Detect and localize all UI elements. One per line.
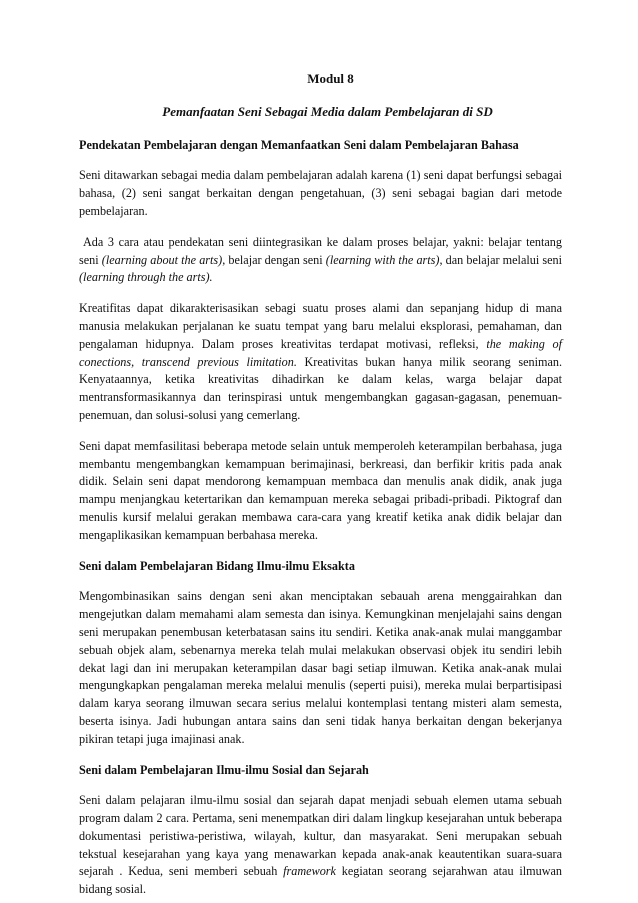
text-run: kegiatan seorang sejarahwan atau ilmuwan bidang sosial. [79, 864, 563, 897]
text-run: Seni dalam pelajaran ilmu-ilmu sosial dan sejarah dapat menjadi sebuah elemen utama sebuah program dalam 2 cara. Pertama, seni menempatkan diri dalam lingkup kesejarahan untuk beberapa dokumentasi peristiwa-peristiwa, wilayah, kultur, dan masyarakat. Seni merupakan sebuah tekstual kesejarahan yang kaya yang menawarkan kepada anak-anak keautentikan suara-suara sejarah . Kedua, seni memberi sebuah [79, 793, 562, 879]
paragraph [79, 234, 562, 287]
paragraph [79, 792, 562, 899]
paragraph [79, 300, 562, 425]
paragraph: Mengombinasikan sains dengan seni akan menciptakan sebauah arena menggairahkan dan mengejutkan dalam memahami alam semesta dan isinya. Kemungkinan menjelajahi sains dengan seni merupakan penembusan keterbatasan sains itu sendiri. Ketika anak-anak mulai manggambar sebuah objek alam, sebenarnya mereka telah mulai melakukan observasi objek itu sendiri lebih dekat lagi dan ini merupakan keterampilan dasar bagi setiap ilmuwan. Ketika anak-anak mulai mengungkapkan pengalaman mereka melalui menulis (seperti puisi), mereka mulai berpartisipasi dalam karya seorang ilmuwan secara serius melalui kontemplasi tentang misteri alam semesta, beserta isinya. Jadi hubungan antara sains dan seni tidak hanya berkaitan dengan bekerjanya pikiran tetapi juga imajinasi anak. [79, 589, 562, 746]
section-heading-bahasa: Pendekatan Pembelajaran dengan Memanfaatkan Seni dalam Pembelajaran Bahasa [79, 137, 519, 152]
text-run: Kreativitas bukan hanya milik seorang seniman. Kenyataannya, ketika kreativitas dihadirkan ke dalam kelas, warga belajar dapat mentransformasikannya dan terinspirasi untuk mengembangkan gagasan-gagasan, penemuan-penemuan, dan solusi-solusi yang cemerlang. [79, 354, 562, 422]
section-heading-eksakta: Seni dalam Pembelajaran Bidang Ilmu-ilmu Eksakta [79, 558, 355, 573]
document-subtitle: Pemanfaatan Seni Sebagai Media dalam Pembelajaran di SD [162, 103, 493, 119]
paragraph: Seni ditawarkan sebagai media dalam pembelajaran adalah karena (1) seni dapat berfungsi sebagai bahasa, (2) seni sangat berkaitan dengan pengetahuan, (3) seni sebagai bagian dari metode pembelajaran. [79, 168, 562, 218]
italic-text-run: (learning about the arts) [101, 252, 223, 267]
italic-text-run: framework [283, 864, 336, 879]
italic-text-run: the making of conections, transcend previous limitation. [79, 336, 563, 369]
italic-text-run: (learning through the arts). [79, 270, 213, 285]
text-run: , belajar dengan seni [222, 252, 326, 267]
italic-text-run: (learning with the arts) [325, 252, 440, 267]
text-run: , dan belajar melalui seni [439, 252, 562, 267]
section-heading-sosial: Seni dalam Pembelajaran Ilmu-ilmu Sosial dan Sejarah [79, 762, 369, 777]
text-run: Ada 3 cara atau pendekatan seni diintegrasikan ke dalam proses belajar, yakni: belajar tentang seni [79, 234, 562, 267]
paragraph: Seni dapat memfasilitasi beberapa metode selain untuk memperoleh keterampilan berbahasa, juga membantu mengembangkan kemampuan berimajinasi, berkreasi, dan berfikir kritis pada anak didik. Selain seni dapat mendorong kemampuan membaca dan menulis anak didik, anak juga mampu menjangkau ketertarikan dan kemampuan mereka sebagai pribadi-pribadi. Piktograf dan menulis kursif melalui gerakan membawa cara-cara yang kreatif ketika anak didik belajar dan mengaplikasikan kemampuan berbahasa mereka. [79, 438, 562, 542]
text-run: Kreatifitas dapat dikarakterisasikan sebagi suatu proses alami dan sepanjang hidup di mana manusia melakukan perjalanan ke suatu tempat yang baru melalui eksplorasi, pemahaman, dan pengalaman hidupnya. Dalam proses kreativitas terdapat motivasi, refleksi, [79, 301, 562, 351]
document-title: Modul 8 [307, 71, 354, 86]
document-page [79, 70, 562, 899]
